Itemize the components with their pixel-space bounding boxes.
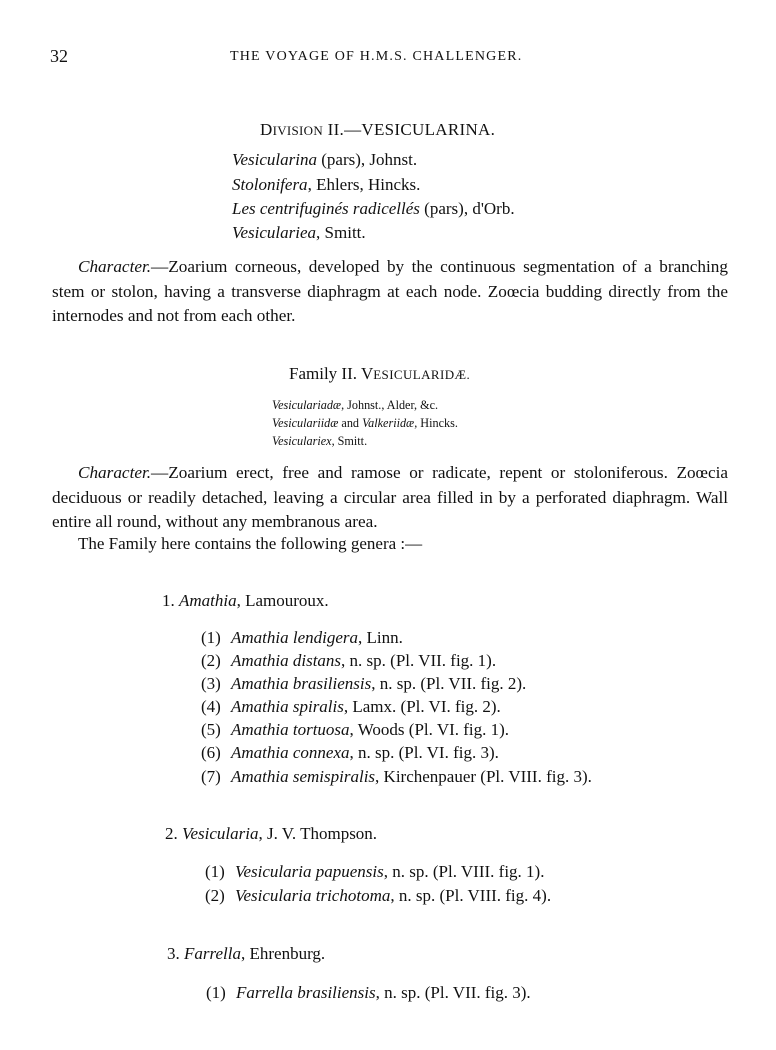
- genus-name: Vesicularia: [182, 824, 259, 843]
- synonym-taxon: Stolonifera: [232, 175, 308, 194]
- synonym-authority: (pars), d'Orb.: [419, 199, 515, 218]
- synonym-taxon: Valkeriidæ: [362, 416, 415, 430]
- species-name: Amathia distans: [231, 651, 342, 670]
- species-number: (1): [205, 862, 225, 881]
- synonym-authority: , Hincks.: [414, 416, 458, 430]
- species-reference: , Kirchenpauer (Pl. VIII. fig. 3).: [375, 767, 592, 786]
- species-name: Amathia lendigera: [231, 628, 359, 647]
- species-number: (2): [201, 651, 221, 670]
- genus-heading: [162, 591, 329, 611]
- species-reference: , Lamx. (Pl. VI. fig. 2).: [343, 697, 501, 716]
- species-number: (1): [206, 983, 226, 1002]
- species-reference: , n. sp. (Pl. VIII. fig. 1).: [383, 862, 545, 881]
- species-number: (2): [205, 886, 225, 905]
- running-title: THE VOYAGE OF H.M.S. CHALLENGER.: [230, 49, 523, 64]
- genus-heading: [167, 944, 325, 964]
- species-name: Amathia tortuosa: [231, 720, 350, 739]
- character-label: Character.: [78, 257, 152, 276]
- species-number: (5): [201, 720, 221, 739]
- species-name: Farrella brasiliensis: [236, 983, 376, 1002]
- family-heading: [289, 364, 470, 384]
- family-genera-intro: The Family here contains the following genera :—: [78, 534, 423, 553]
- division-synonym: [232, 223, 366, 243]
- synonym-authority: , Smitt.: [316, 223, 366, 242]
- synonym-authority: , Johnst., Alder, &c.: [341, 398, 439, 412]
- species-entry: [206, 983, 531, 1003]
- species-name: Vesicularia trichotoma: [235, 886, 391, 905]
- division-synonym: [232, 175, 420, 195]
- synonym-taxon: Les centrifuginés radicellés: [232, 199, 420, 218]
- family-synonym: [272, 434, 367, 449]
- species-reference: , n. sp. (Pl. VII. fig. 1).: [341, 651, 497, 670]
- synonym-taxon: Vesiculariex: [272, 434, 332, 448]
- family-synonym: [272, 416, 458, 431]
- character-text: —Zoarium corneous, developed by the continuous segmentation of a branching stem or stolon, having a transverse diaphragm at each node. Zoœcia budding directly from the internodes and not from each other.: [52, 257, 728, 325]
- family-heading-initial: V: [360, 364, 374, 383]
- genus-number: 1.: [162, 591, 175, 610]
- synonym-authority: (pars), Johnst.: [317, 150, 418, 169]
- division-heading-rest: II.—VESICULARINA.: [323, 120, 496, 139]
- species-reference: , n. sp. (Pl. VII. fig. 3).: [375, 983, 531, 1002]
- species-reference: , n. sp. (Pl. VIII. fig. 4).: [390, 886, 552, 905]
- species-entry: [201, 697, 501, 717]
- division-heading-initial: D: [260, 120, 273, 139]
- genus-author: , J. V. Thompson.: [258, 824, 378, 843]
- genus-name: Farrella: [184, 944, 241, 963]
- division-heading-smallcaps: IVISION: [272, 123, 324, 138]
- species-number: (7): [201, 767, 221, 786]
- genus-heading: [165, 824, 377, 844]
- family-character-paragraph: [52, 461, 728, 535]
- family-heading-smallcaps: ESICULARIDÆ.: [373, 367, 471, 382]
- species-reference: , n. sp. (Pl. VII. fig. 2).: [371, 674, 527, 693]
- species-number: (6): [201, 743, 221, 762]
- synonym-authority: , Smitt.: [331, 434, 368, 448]
- division-character-paragraph: [52, 255, 728, 329]
- species-name: Vesicularia papuensis: [235, 862, 384, 881]
- synonym-taxon: Vesiculariidæ: [272, 416, 339, 430]
- genus-author: , Ehrenburg.: [240, 944, 326, 963]
- genus-name: Amathia: [179, 591, 237, 610]
- species-name: Amathia semispiralis: [231, 767, 376, 786]
- synonym-taxon: Vesicularina: [232, 150, 317, 169]
- synonym-connector: and: [338, 416, 363, 430]
- character-label: Character.: [78, 463, 152, 482]
- species-entry: [201, 743, 499, 763]
- family-heading-prefix: Family II.: [289, 364, 361, 383]
- genus-number: 3.: [167, 944, 180, 963]
- species-name: Amathia spiralis: [231, 697, 344, 716]
- division-synonym: [232, 199, 515, 219]
- division-synonym: [232, 150, 417, 170]
- synonym-taxon: Vesiculariadæ: [272, 398, 342, 412]
- page-number: 32: [50, 46, 68, 66]
- species-entry: [205, 886, 551, 906]
- division-heading: [260, 120, 495, 140]
- genus-author: , Lamouroux.: [236, 591, 329, 610]
- species-reference: , Woods (Pl. VI. fig. 1).: [349, 720, 510, 739]
- species-reference: , Linn.: [358, 628, 403, 647]
- species-entry: [201, 767, 592, 787]
- species-number: (4): [201, 697, 221, 716]
- species-entry: [205, 862, 544, 882]
- species-entry: [201, 720, 509, 740]
- character-text: —Zoarium erect, free and ramose or radicate, repent or stoloniferous. Zoœcia deciduous or readily detached, leaving a circular area filled in by a perforated diaphragm. Wall entire all round, without any membranous area.: [52, 463, 728, 531]
- species-entry: [201, 674, 526, 694]
- synonym-taxon: Vesiculariea: [232, 223, 317, 242]
- species-name: Amathia connexa: [231, 743, 350, 762]
- genus-number: 2.: [165, 824, 178, 843]
- species-number: (3): [201, 674, 221, 693]
- species-name: Amathia brasiliensis: [231, 674, 372, 693]
- species-reference: , n. sp. (Pl. VI. fig. 3).: [349, 743, 499, 762]
- family-synonym: [272, 398, 438, 413]
- species-entry: [201, 628, 403, 648]
- species-number: (1): [201, 628, 221, 647]
- synonym-authority: , Ehlers, Hincks.: [307, 175, 421, 194]
- species-entry: [201, 651, 496, 671]
